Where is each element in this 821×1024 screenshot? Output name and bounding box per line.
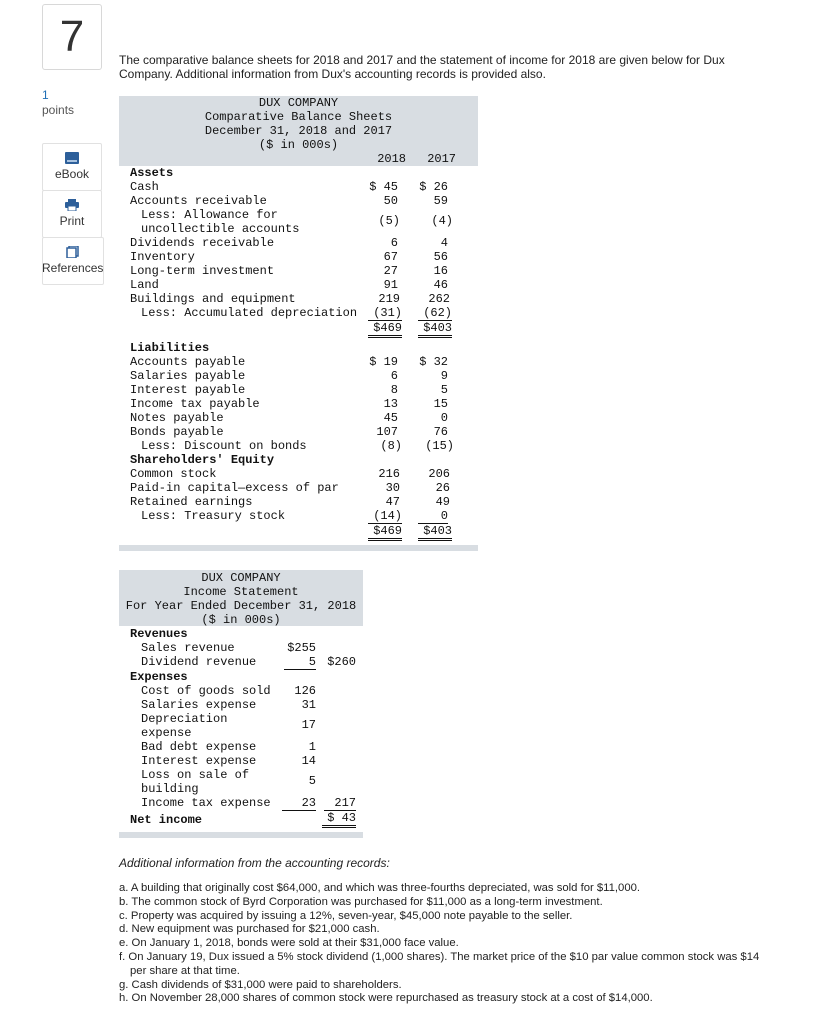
- bs-value-2018: 6: [390, 236, 398, 250]
- is-row-label: Bad debt expense: [141, 740, 257, 754]
- bs-value-2017: 206: [428, 467, 450, 481]
- year-2017-header: 2017: [427, 152, 456, 166]
- bs-row-label: Interest payable: [130, 383, 246, 397]
- bs-row-label: Accounts receivable: [130, 194, 267, 208]
- bs-value-2017: (4): [431, 214, 453, 228]
- bs-value-2018: 45: [383, 411, 398, 425]
- bs-value-2017: 76: [433, 425, 448, 439]
- net-income-total: $ 43: [322, 811, 356, 828]
- expenses-header: Expenses: [130, 670, 188, 684]
- bs-title-date: December 31, 2018 and 2017: [204, 124, 393, 138]
- bs-value-2017: 9: [440, 369, 448, 383]
- question-number: 7: [42, 4, 102, 70]
- bs-value-2018: 219: [378, 292, 400, 306]
- bs-row-label: Land: [130, 278, 159, 292]
- bs-value-2017: 49: [435, 495, 450, 509]
- bs-value-2017: 56: [433, 250, 448, 264]
- bs-value-2017: 16: [433, 264, 448, 278]
- is-row-label: Depreciation: [141, 712, 228, 726]
- bs-row-label: Less: Discount on bonds: [141, 439, 307, 453]
- bs-value-2017: (15): [425, 439, 454, 453]
- list-item: a. A building that originally cost $64,000, and which was three-fourths depreciated, was sold for $11,000.: [119, 882, 641, 894]
- is-row-label: building: [141, 782, 199, 796]
- balance-sheet-footer-bar: [119, 545, 478, 551]
- is-amount: 14: [301, 754, 316, 768]
- references-button[interactable]: [42, 237, 104, 285]
- is-row-label: Salaries expense: [141, 698, 257, 712]
- references-label: References: [42, 261, 104, 275]
- is-total: $260: [327, 655, 356, 669]
- bs-value-2018: 50: [383, 194, 398, 208]
- bs-value-2018: (8): [380, 439, 402, 453]
- points-value: 1: [42, 88, 49, 102]
- bs-row-label: Income tax payable: [130, 397, 260, 411]
- bs-value-2018: (14): [368, 509, 402, 524]
- bs-value-2018: (5): [378, 214, 400, 228]
- revenues-header: Revenues: [130, 627, 188, 641]
- bs-title-units: ($ in 000s): [258, 138, 339, 152]
- is-title-period: For Year Ended December 31, 2018: [125, 599, 357, 613]
- list-item: f. On January 19, Dux issued a 5% stock dividend (1,000 shares). The market price of the $10 par value common stock was $14 per share at that time.: [119, 950, 760, 977]
- bs-value-2018: 8: [390, 383, 398, 397]
- bs-title-name: Comparative Balance Sheets: [204, 110, 393, 124]
- printer-icon: [65, 199, 79, 211]
- bs-value-2017: 0: [440, 411, 448, 425]
- bs-row-label: Notes payable: [130, 411, 224, 425]
- bs-value-2018: 27: [383, 264, 398, 278]
- bs-value-2018: $ 45: [369, 180, 398, 194]
- income-statement-header: [119, 570, 363, 626]
- bs-value-2018: 107: [376, 425, 398, 439]
- list-item: d. New equipment was purchased for $21,000 cash.: [119, 923, 380, 936]
- bs-value-2017: 15: [433, 397, 448, 411]
- additional-info-list: [119, 882, 769, 1006]
- bs-row-label: Buildings and equipment: [130, 292, 296, 306]
- bs-value-2018: (31): [368, 306, 402, 321]
- bs-value-2018: 67: [383, 250, 398, 264]
- is-row-label: expense: [141, 726, 192, 740]
- bs-row-label: Inventory: [130, 250, 195, 264]
- bs-value-2017: 0: [418, 509, 448, 524]
- bs-row-label: Long-term investment: [130, 264, 275, 278]
- bs-row-label: Bonds payable: [130, 425, 224, 439]
- total-liab-equity-2018: $469: [368, 524, 402, 541]
- bs-row-label: Common stock: [130, 467, 217, 481]
- question-intro: The comparative balance sheets for 2018 and 2017 and the statement of income for 2018 are given below for Dux Company. Additional information from Dux's accounting records is provided also.: [119, 53, 725, 81]
- bs-row-label: Less: Treasury stock: [141, 509, 286, 523]
- is-amount: $255: [287, 641, 316, 655]
- bs-row-label: Less: Allowance for: [141, 208, 278, 222]
- list-item: h. On November 28,000 shares of common stock were repurchased as treasury stock at a cost of $14,000.: [119, 992, 653, 1005]
- year-2018-header: 2018: [377, 152, 406, 166]
- bs-value-2017: 262: [428, 292, 450, 306]
- bs-row-label: Retained earnings: [130, 495, 253, 509]
- equity-header: Shareholders' Equity: [130, 453, 275, 467]
- bs-value-2018: 6: [390, 369, 398, 383]
- bs-row-label: Less: Accumulated depreciation: [141, 306, 358, 320]
- net-income-label: Net income: [130, 813, 203, 827]
- liabilities-header: Liabilities: [130, 341, 210, 355]
- bs-value-2017: 46: [433, 278, 448, 292]
- bs-value-2017: $ 26: [419, 180, 448, 194]
- bs-value-2017: 4: [440, 236, 448, 250]
- bs-value-2017: 26: [435, 481, 450, 495]
- is-amount: 31: [301, 698, 316, 712]
- is-row-label: Interest expense: [141, 754, 257, 768]
- is-title-units: ($ in 000s): [201, 613, 281, 627]
- is-row-label: Loss on sale of: [141, 768, 250, 782]
- balance-sheet-header: [119, 96, 478, 166]
- points-info: [42, 88, 74, 118]
- is-title-name: Income Statement: [183, 585, 299, 599]
- bs-value-2018: 91: [383, 278, 398, 292]
- bs-value-2017: $ 32: [419, 355, 448, 369]
- bs-value-2017: 5: [440, 383, 448, 397]
- total-assets-2018: $469: [368, 321, 402, 338]
- bs-title-company: DUX COMPANY: [258, 96, 339, 110]
- bs-row-label: Salaries payable: [130, 369, 246, 383]
- is-amount: 126: [294, 684, 316, 698]
- bs-row-label: Cash: [130, 180, 159, 194]
- references-icon: [66, 246, 80, 258]
- bs-value-2018: 216: [378, 467, 400, 481]
- bs-value-2018: 30: [385, 481, 400, 495]
- is-amount: 23: [282, 796, 316, 811]
- total-assets-2017: $403: [418, 321, 452, 338]
- book-icon: [65, 152, 79, 164]
- is-row-label: Income tax expense: [141, 796, 271, 810]
- ebook-label: eBook: [54, 167, 90, 181]
- bs-value-2017: (62): [418, 306, 452, 321]
- is-row-label: Cost of goods sold: [141, 684, 271, 698]
- bs-row-label: Dividends receivable: [130, 236, 275, 250]
- is-row-label: Dividend revenue: [141, 655, 257, 669]
- list-item: b. The common stock of Byrd Corporation was purchased for $11,000 as a long-term investment.: [119, 895, 603, 908]
- bs-row-label: uncollectible accounts: [141, 222, 300, 236]
- list-item: e. On January 1, 2018, bonds were sold at their $31,000 face value.: [119, 937, 459, 950]
- is-amount: 5: [284, 655, 316, 670]
- list-item: c. Property was acquired by issuing a 12%, seven-year, $45,000 note payable to the seller.: [119, 909, 573, 922]
- list-item: g. Cash dividends of $31,000 were paid to shareholders.: [119, 978, 402, 991]
- points-label: points: [42, 103, 75, 117]
- is-total: 217: [324, 796, 356, 811]
- print-label: Print: [59, 214, 85, 228]
- bs-row-label: Paid-in capital—excess of par: [130, 481, 339, 495]
- is-row-label: Sales revenue: [141, 641, 235, 655]
- is-amount: 5: [308, 774, 316, 788]
- bs-row-label: Accounts payable: [130, 355, 246, 369]
- total-liab-equity-2017: $403: [418, 524, 452, 541]
- bs-value-2017: 59: [433, 194, 448, 208]
- is-title-company: DUX COMPANY: [201, 571, 281, 585]
- additional-info-title: Additional information from the accounting records:: [119, 856, 390, 870]
- ebook-button[interactable]: [42, 143, 102, 191]
- print-button[interactable]: [42, 190, 102, 238]
- bs-value-2018: 47: [385, 495, 400, 509]
- bs-value-2018: $ 19: [369, 355, 398, 369]
- is-amount: 1: [308, 740, 316, 754]
- is-amount: 17: [301, 718, 316, 732]
- assets-header: Assets: [130, 166, 174, 180]
- bs-value-2018: 13: [383, 397, 398, 411]
- income-statement-footer-bar: [119, 832, 363, 838]
